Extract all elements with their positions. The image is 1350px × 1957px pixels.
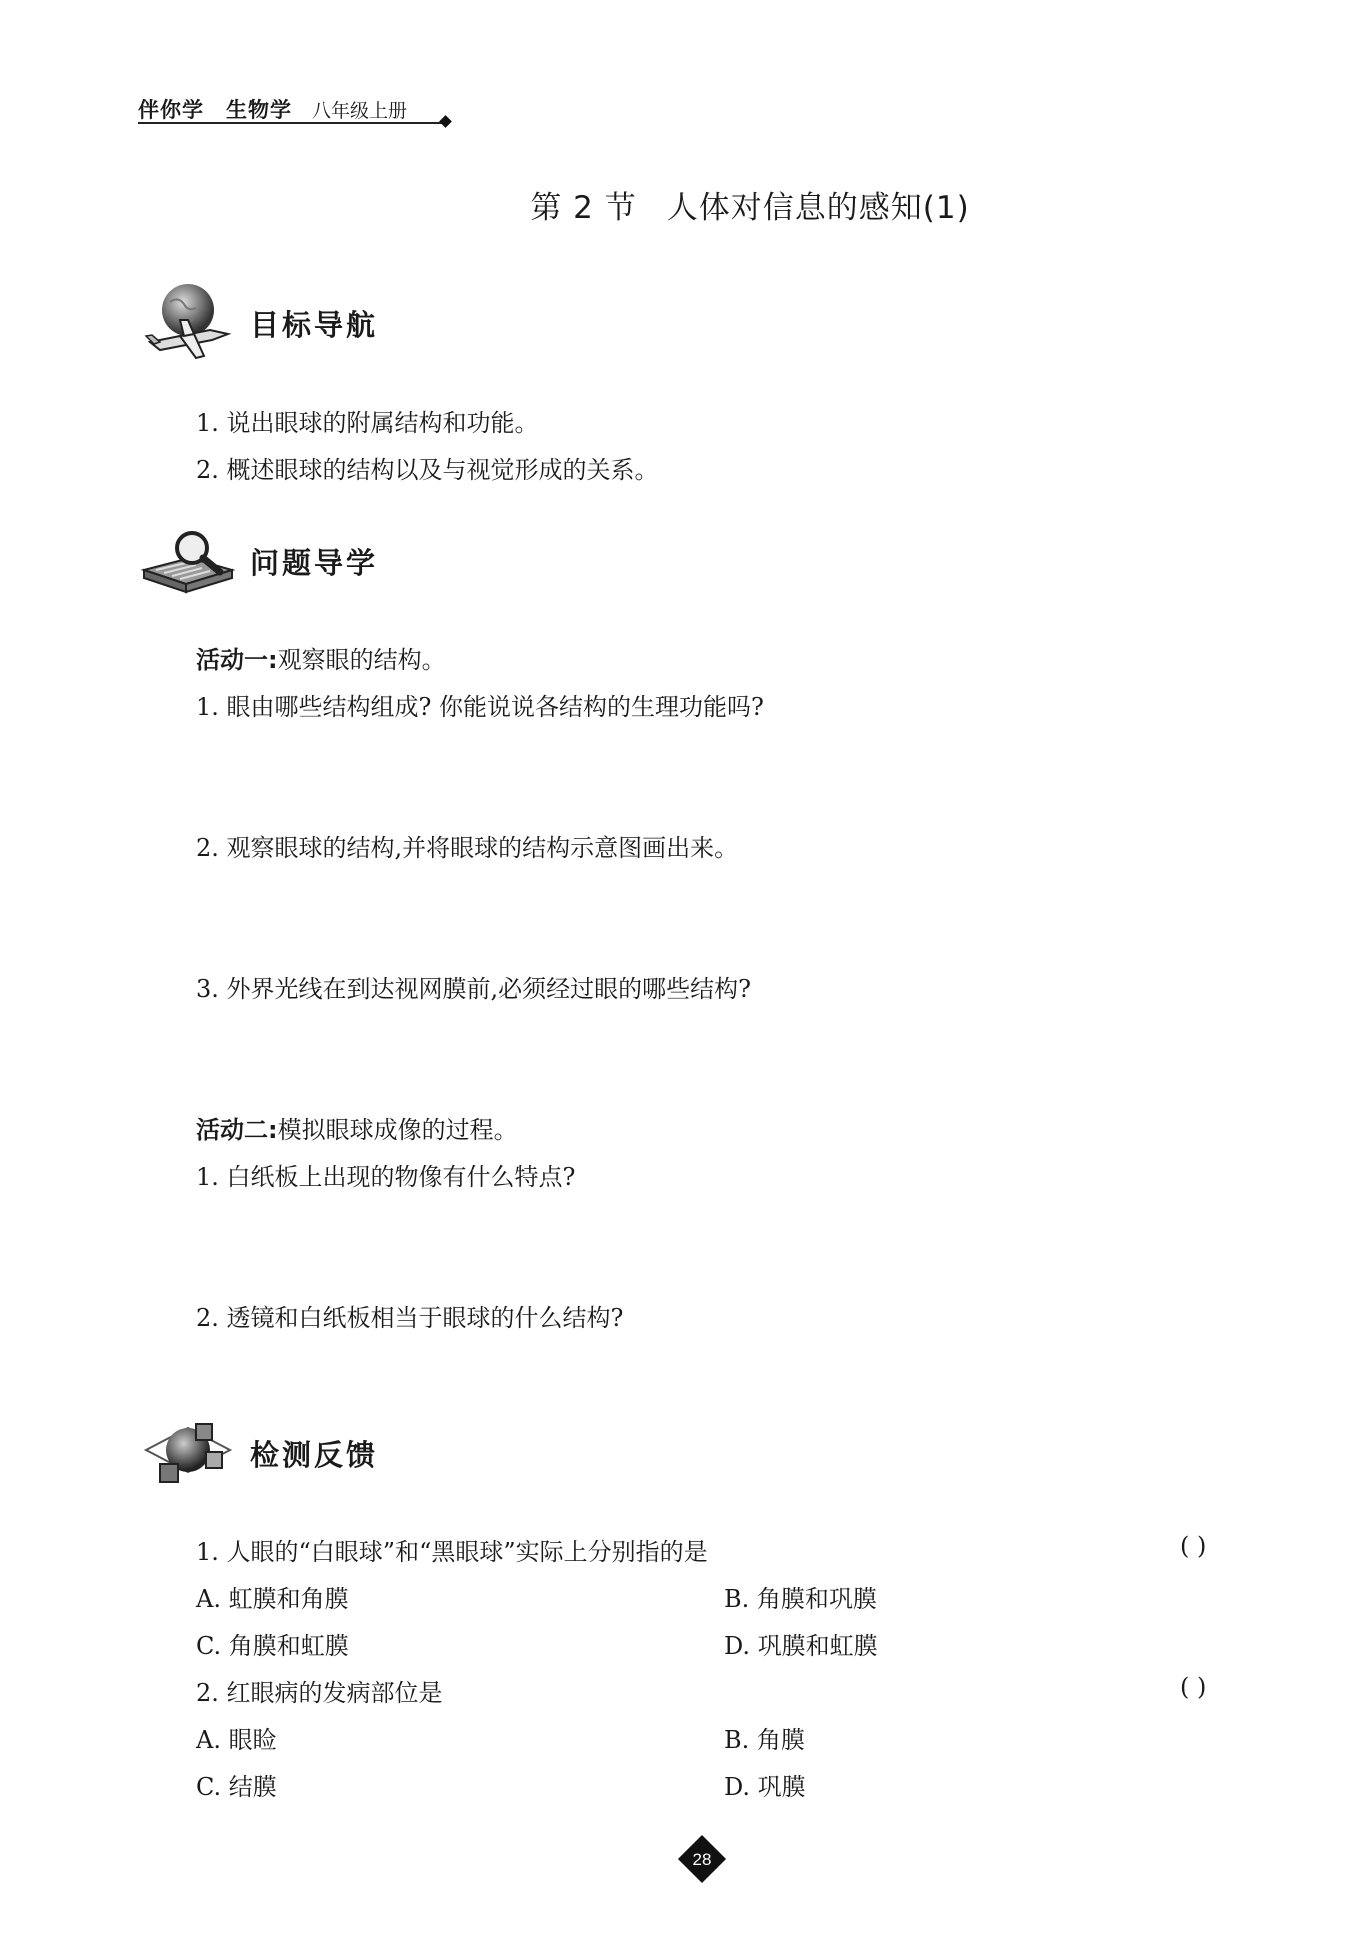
subject-name: 生物学 bbox=[226, 98, 292, 122]
quiz-option: C. 角膜和虹膜 bbox=[196, 1632, 349, 1660]
magnifier-book-icon bbox=[140, 518, 236, 604]
activity-1-text: 观察眼的结构。 bbox=[277, 646, 446, 674]
goal-item: 2. 概述眼球的结构以及与视觉形成的关系。 bbox=[196, 456, 659, 484]
running-header bbox=[138, 94, 407, 124]
quiz-option: A. 眼睑 bbox=[196, 1726, 277, 1754]
activity-2-text: 模拟眼球成像的过程。 bbox=[277, 1116, 518, 1144]
section-goals-label: 目标导航 bbox=[250, 307, 379, 342]
activity-1-question: 3. 外界光线在到达视网膜前,必须经过眼的哪些结构? bbox=[196, 975, 752, 1003]
globe-cubes-icon bbox=[140, 1410, 236, 1496]
section-guide-header bbox=[140, 518, 378, 604]
activity-1-label: 活动一: bbox=[196, 646, 278, 674]
activity-2-question: 2. 透镜和白纸板相当于眼球的什么结构? bbox=[196, 1304, 624, 1332]
section-name: 人体对信息的感知(1) bbox=[666, 190, 970, 226]
quiz-question-stem: 1. 人眼的“白眼球”和“黑眼球”实际上分别指的是 bbox=[196, 1538, 708, 1566]
activity-1-question: 1. 眼由哪些结构组成? 你能说说各结构的生理功能吗? bbox=[196, 693, 764, 721]
page-number-badge bbox=[676, 1833, 728, 1885]
quiz-option: D. 巩膜和虹膜 bbox=[724, 1632, 878, 1660]
section-guide-label: 问题导学 bbox=[250, 545, 379, 580]
quiz-option: B. 角膜 bbox=[724, 1726, 805, 1754]
quiz-option: D. 巩膜 bbox=[724, 1773, 806, 1801]
activity-2-heading bbox=[196, 1110, 518, 1145]
goal-item: 1. 说出眼球的附属结构和功能。 bbox=[196, 409, 539, 437]
quiz-question-stem: 2. 红眼病的发病部位是 bbox=[196, 1679, 443, 1707]
answer-blank[interactable]: ( ) bbox=[1180, 1532, 1207, 1560]
section-feedback-label: 检测反馈 bbox=[250, 1437, 379, 1472]
section-feedback-header bbox=[140, 1410, 378, 1496]
header-rule bbox=[138, 122, 445, 124]
activity-1-question: 2. 观察眼球的结构,并将眼球的结构示意图画出来。 bbox=[196, 834, 739, 862]
globe-airplane-icon bbox=[140, 280, 236, 366]
brand-name: 伴你学 bbox=[138, 98, 204, 122]
activity-1-heading bbox=[196, 640, 446, 675]
activity-2-label: 活动二: bbox=[196, 1116, 278, 1144]
page-number: 28 bbox=[692, 1850, 712, 1869]
section-goals-header bbox=[140, 280, 378, 366]
page-title bbox=[0, 182, 1350, 227]
header-diamond bbox=[439, 115, 452, 128]
grade-label: 八年级上册 bbox=[312, 100, 408, 122]
activity-2-question: 1. 白纸板上出现的物像有什么特点? bbox=[196, 1163, 576, 1191]
section-number: 第 2 节 bbox=[530, 190, 637, 226]
quiz-option: A. 虹膜和角膜 bbox=[196, 1585, 349, 1613]
quiz-option: C. 结膜 bbox=[196, 1773, 277, 1801]
answer-blank[interactable]: ( ) bbox=[1180, 1673, 1207, 1701]
quiz-option: B. 角膜和巩膜 bbox=[724, 1585, 877, 1613]
